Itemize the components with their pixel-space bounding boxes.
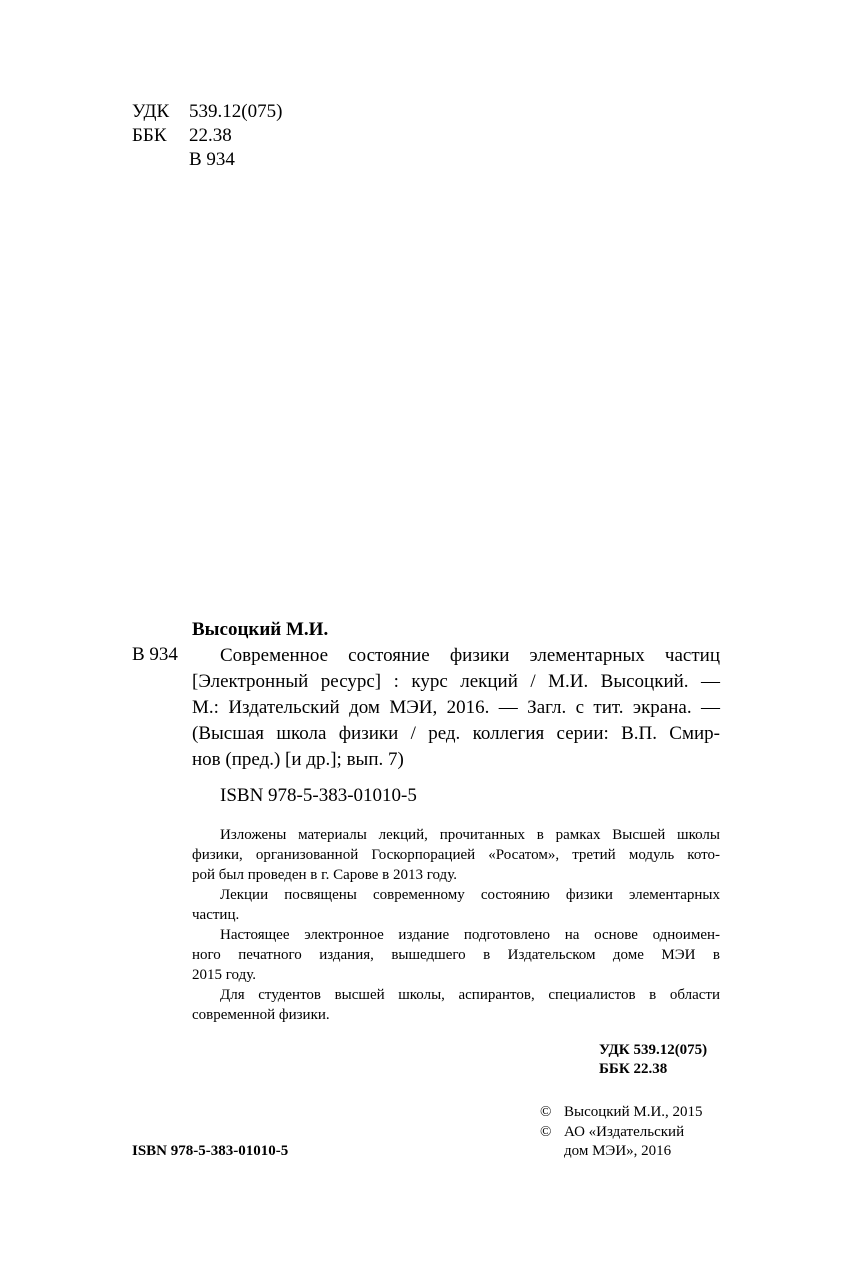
annotation-line: Для студентов высшей школы, аспирантов, специалистов в области bbox=[220, 987, 720, 1003]
bbk-label: ББК bbox=[132, 125, 167, 146]
entry-isbn: ISBN 978-5-383-01010-5 bbox=[220, 785, 417, 806]
bbk-bottom: ББК 22.38 bbox=[599, 1061, 668, 1077]
annotation-line: рой был проведен в г. Сарове в 2013 году. bbox=[192, 867, 457, 883]
copyright-symbol: © bbox=[540, 1104, 552, 1120]
copyright-symbol: © bbox=[540, 1124, 552, 1140]
description-line: Современное состояние физики элементарных частиц bbox=[220, 645, 720, 666]
annotation-line: Изложены материалы лекций, прочитанных в рамках Высшей школы bbox=[220, 827, 720, 843]
annotation-line: физики, организованной Госкорпорацией «Росатом», третий модуль кото- bbox=[192, 847, 720, 863]
udk-value: 539.12(075) bbox=[189, 101, 283, 122]
annotation-line: ного печатного издания, вышедшего в Издательском доме МЭИ в bbox=[192, 947, 720, 963]
annotation-line: Настоящее электронное издание подготовлено на основе одноимен- bbox=[220, 927, 720, 943]
annotation-line: частиц. bbox=[192, 907, 240, 923]
entry-code: В 934 bbox=[132, 644, 178, 665]
isbn-bottom: ISBN 978-5-383-01010-5 bbox=[132, 1143, 289, 1159]
description-line: [Электронный ресурс] : курс лекций / М.И. Высоцкий. — bbox=[192, 671, 720, 692]
annotation-line: Лекции посвящены современному состоянию физики элементарных bbox=[220, 887, 720, 903]
udk-bottom: УДК 539.12(075) bbox=[599, 1042, 708, 1058]
udk-label: УДК bbox=[132, 101, 170, 122]
annotation bbox=[192, 825, 720, 1025]
annotation-line: 2015 году. bbox=[192, 967, 256, 983]
annotation-line: современной физики. bbox=[192, 1007, 330, 1023]
copyright-holder-2-line-1: АО «Издательский bbox=[564, 1124, 685, 1140]
bbk-value: 22.38 bbox=[189, 125, 232, 146]
copyright-holder-2-line-2: дом МЭИ», 2016 bbox=[564, 1143, 672, 1159]
copyright-holder-1: Высоцкий М.И., 2015 bbox=[564, 1104, 703, 1120]
entry-author: Высоцкий М.И. bbox=[192, 619, 329, 640]
description-line: М.: Издательский дом МЭИ, 2016. — Загл. с тит. экрана. — bbox=[192, 697, 720, 718]
entry-description bbox=[192, 643, 720, 773]
description-line: (Высшая школа физики / ред. коллегия серии: В.П. Смир- bbox=[192, 723, 720, 744]
description-line: нов (пред.) [и др.]; вып. 7) bbox=[192, 749, 404, 770]
author-mark: В 934 bbox=[189, 149, 235, 170]
